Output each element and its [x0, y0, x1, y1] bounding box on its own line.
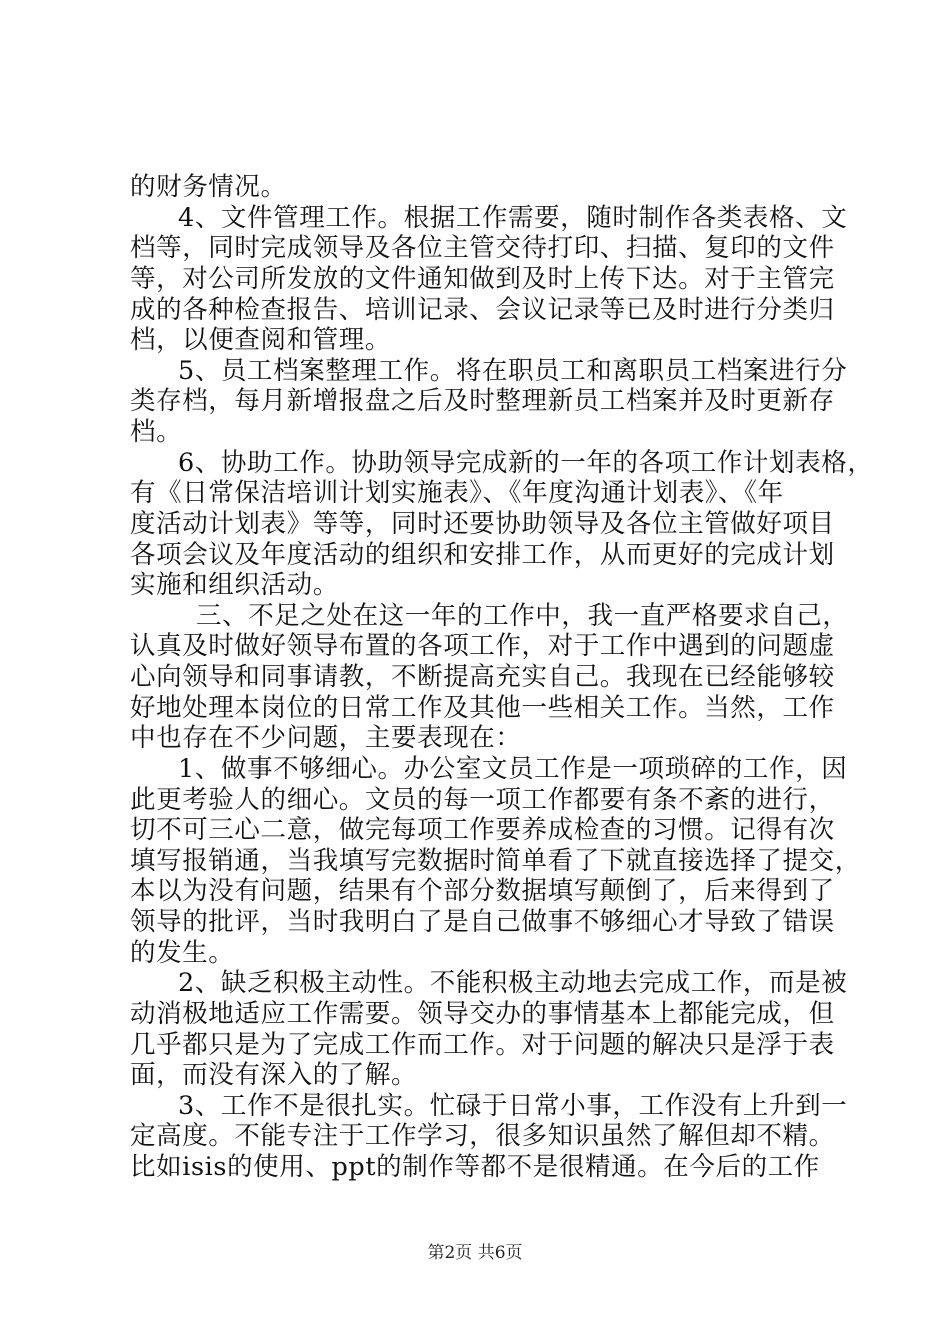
text-line: 此更考验人的细心。文员的每一项工作都要有条不紊的进行， — [130, 785, 835, 815]
text-line: 档，以便查阅和管理。 — [130, 325, 392, 355]
text-line: 实施和组织活动。 — [130, 570, 339, 600]
text-line: 各项会议及年度活动的组织和安排工作，从而更好的完成计划 — [130, 540, 835, 570]
text-line: 的财务情况。 — [130, 172, 287, 202]
text-line: 几乎都只是为了完成工作而工作。对于问题的解决只是浮于表 — [130, 1030, 835, 1060]
text-line: 心向领导和同事请教，不断提高充实自己。我现在已经能够较 — [130, 662, 835, 692]
text-line: 填写报销通，当我填写完数据时简单看了下就直接选择了提交， — [130, 846, 861, 876]
text-line: 6、协助工作。协助领导完成新的一年的各项工作计划表格， — [178, 448, 874, 478]
text-line: 3、工作不是很扎实。忙碌于日常小事，工作没有上升到一 — [178, 1091, 848, 1121]
text-line: 动消极地适应工作需要。领导交办的事情基本上都能完成，但 — [130, 999, 835, 1029]
text-line: 领导的批评，当时我明白了是自己做事不够细心才导致了错误 — [130, 907, 835, 937]
text-line: 度活动计划表》等等，同时还要协助领导及各位主管做好项目 — [130, 509, 835, 539]
text-line: 2、缺乏积极主动性。不能积极主动地去完成工作，而是被 — [178, 968, 848, 998]
text-line: 成的各种检查报告、培训记录、会议记录等已及时进行分类归 — [130, 295, 835, 325]
text-line: 三、不足之处在这一年的工作中，我一直严格要求自己， — [196, 601, 849, 631]
text-line: 4、文件管理工作。根据工作需要，随时制作各类表格、文 — [178, 203, 848, 233]
text-line: 5、员工档案整理工作。将在职员工和离职员工档案进行分 — [178, 356, 848, 386]
text-line: 档等，同时完成领导及各位主管交待打印、扫描、复印的文件 — [130, 233, 835, 263]
text-line: 档。 — [130, 417, 183, 447]
text-line: 1、做事不够细心。办公室文员工作是一项琐碎的工作，因 — [178, 754, 848, 784]
text-line: 中也存在不少问题，主要表现在： — [130, 723, 522, 753]
text-line: 比如isis的使用、ppt的制作等都不是很精通。在今后的工作 — [130, 1152, 820, 1182]
text-line: 的发生。 — [130, 938, 235, 968]
text-line: 定高度。不能专注于工作学习，很多知识虽然了解但却不精。 — [130, 1121, 835, 1151]
text-line: 好地处理本岗位的日常工作及其他一些相关工作。当然，工作 — [130, 693, 835, 723]
text-line: 等，对公司所发放的文件通知做到及时上传下达。对于主管完 — [130, 264, 835, 294]
text-line: 认真及时做好领导布置的各项工作，对于工作中遇到的问题虚 — [130, 631, 835, 661]
text-line: 切不可三心二意，做完每项工作要养成检查的习惯。记得有次 — [130, 815, 835, 845]
text-line: 本以为没有问题，结果有个部分数据填写颠倒了，后来得到了 — [130, 876, 835, 906]
text-line: 有《日常保洁培训计划实施表》、《年度沟通计划表》、《年 — [130, 478, 784, 508]
text-line: 类存档，每月新增报盘之后及时整理新员工档案并及时更新存 — [130, 386, 835, 416]
page-number-footer: 第2页 共6页 — [427, 1243, 523, 1263]
text-line: 面，而没有深入的了解。 — [130, 1060, 418, 1090]
